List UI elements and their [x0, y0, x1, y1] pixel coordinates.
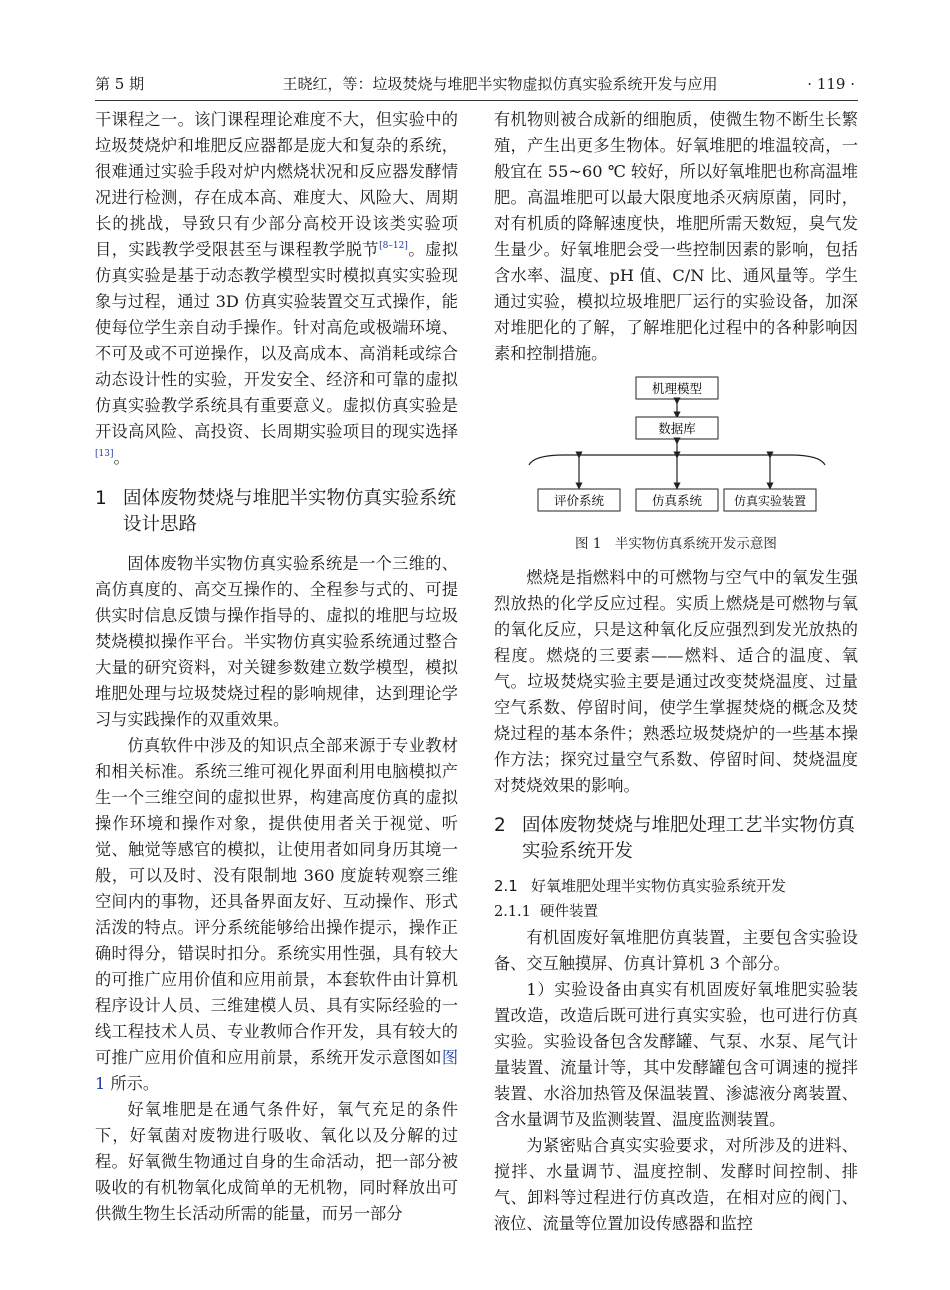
issue-number: 第 5 期	[95, 75, 145, 93]
citation-ref[interactable]: [8–12]	[379, 241, 408, 251]
box-evaluation-label: 评价系统	[553, 493, 605, 508]
running-title: 王晓红，等：垃圾焚烧与堆肥半实物虚拟仿真实验系统开发与应用	[282, 75, 718, 93]
box-database-label: 数据库	[658, 421, 696, 436]
section-heading-2: 2 固体废物焚烧与堆肥处理工艺半实物仿真实验系统开发	[494, 815, 856, 862]
right-column	[494, 107, 858, 1237]
paragraph: 燃烧是指燃料中的可燃物与空气中的氧发生强烈放热的化学反应过程。实质上燃烧是可燃物与氧的氧化反应，只是这种氧化反应强烈到发光放热的程度。燃烧的三要素——燃料、适合的温度、氧气。垃圾焚烧实验主要是通过改变焚烧温度、过量空气系数、停留时间，使学生掌握焚烧的概念及焚烧过程的基本条件；熟悉垃圾焚烧炉的一些基本操作方法；探究过量空气系数、停留时间、焚烧温度对焚烧效果的影响。	[494, 568, 858, 795]
subsubsection-heading-2-1-1: 2.1.1 硬件装置	[494, 904, 598, 920]
paragraph: 仿真软件中涉及的知识点全部来源于专业教材和相关标准。系统三维可视化界面利用电脑模拟产生一个三维空间的虚拟世界，构建高度仿真的虚拟操作环境和操作对象，提供使用者关于视觉、听觉、触觉等感官的模拟，让使用者如同身历其境一般，可以及时、没有限制地 360 度旋转观察三维空间内的事物，还具备界面友好、互动操作、形式活泼的特点。评分系统能够给出操作提示，操作正确时得分，错误时扣分。系统实用性强，具有较大的可推广应用价值和应用前景，本套软件由计算机程序设计人员、三维建模人员、具有实际经验的一线工程技术人员、专业教师合作开发，具有较大的可推广应用价值和应用前景，系统开发示意图如图 1 所示。	[95, 736, 458, 1093]
box-simulation-label: 仿真系统	[651, 493, 703, 508]
paragraph: 有机物则被合成新的细胞质，使微生物不断生长繁殖，产生出更多生物体。好氧堆肥的堆温较高，一般宜在 55~60 ℃ 较好，所以好氧堆肥也称高温堆肥。高温堆肥可以最大限度地杀灭病原菌，同时，对有机质的降解速度快，堆肥所需天数短，臭气发生量少。好氧堆肥会受一些控制因素的影响，包括含水率、温度、pH 值、C/N 比、通风量等。学生通过实验，模拟垃圾堆肥厂运行的实验设备，加深对堆肥化的了解，了解堆肥化过程中的各种影响因素和控制措施。	[494, 110, 858, 363]
figure-1	[494, 375, 858, 565]
paragraph: 好氧堆肥是在通气条件好，氧气充足的条件下，好氧菌对废物进行吸收、氧化以及分解的过程。好氧微生物通过自身的生命活动，把一部分被吸收的有机物氧化成简单的无机物，同时释放出可供微生物生长活动所需的能量，而另一部分	[95, 1100, 458, 1223]
system-diagram	[494, 375, 858, 535]
section-heading-1: 1 固体废物焚烧与堆肥半实物仿真实验系统设计思路	[95, 488, 457, 535]
paragraph: 有机固废好氧堆肥仿真装置，主要包含实验设备、交互触摸屏、仿真计算机 3 个部分。	[494, 928, 858, 973]
left-column	[95, 107, 458, 1227]
subsection-heading-2-1: 2.1 好氧堆肥处理半实物仿真实验系统开发	[494, 877, 787, 895]
paragraph: 固体废物半实物仿真实验系统是一个三维的、高仿真度的、高交互操作的、全程参与式的、可提供实时信息反馈与操作指导的、虚拟的堆肥与垃圾焚烧模拟操作平台。半实物仿真实验系统通过整合大量的研究资料，对关键参数建立数学模型，模拟堆肥处理与垃圾焚烧过程的影响规律，达到理论学习与实践操作的双重效果。	[95, 554, 458, 729]
paragraph: 1）实验设备由真实有机固废好氧堆肥实验装置改造，改造后既可进行真实实验，也可进行仿真实验。实验设备包含发酵罐、气泵、水泵、尾气计量装置、流量计等，其中发酵罐包含可调速的搅拌装置、水浴加热管及保温装置、渗滤液分离装置、含水量调节及监测装置、温度监测装置。	[494, 980, 858, 1129]
running-header	[95, 72, 855, 96]
header-rule	[95, 100, 858, 101]
paragraph: 为紧密贴合真实实验要求，对所涉及的进料、搅拌、水量调节、温度控制、发酵时间控制、排气、卸料等过程进行仿真改造，在相对应的阀门、液位、流量等位置加设传感器和监控	[494, 1136, 858, 1233]
box-mechanism-label: 机理模型	[651, 381, 703, 396]
citation-ref[interactable]: [13]	[95, 449, 114, 459]
figure-link[interactable]: 图 1	[95, 1048, 458, 1093]
box-device-label: 仿真实验装置	[733, 494, 807, 508]
page-number: · 119 ·	[807, 75, 855, 93]
paragraph-intro-continued: 干课程之一。该门课程理论难度不大，但实验中的垃圾焚烧炉和堆肥反应器都是庞大和复杂的系统，很难通过实验手段对炉内燃烧状况和反应器发酵情况进行检测，存在成本高、难度大、风险大、周期长的挑战，导致只有少部分高校开设该类实验项目，实践教学受限甚至与课程教学脱节[8–12]。虚拟仿真实验是基于动态教学模型实时模拟真实实验现象与过程，通过 3D 仿真实验装置交互式操作，能使每位学生亲自动手操作。针对高危或极端环境、不可及或不可逆操作，以及高成本、高消耗或综合动态设计性的实验，开发安全、经济和可靠的虚拟仿真实验教学系统具有重要意义。虚拟仿真实验是开设高风险、高投资、长周期实验项目的现实选择[13]。	[95, 110, 459, 467]
figure-caption: 图 1 半实物仿真系统开发示意图	[575, 536, 777, 552]
